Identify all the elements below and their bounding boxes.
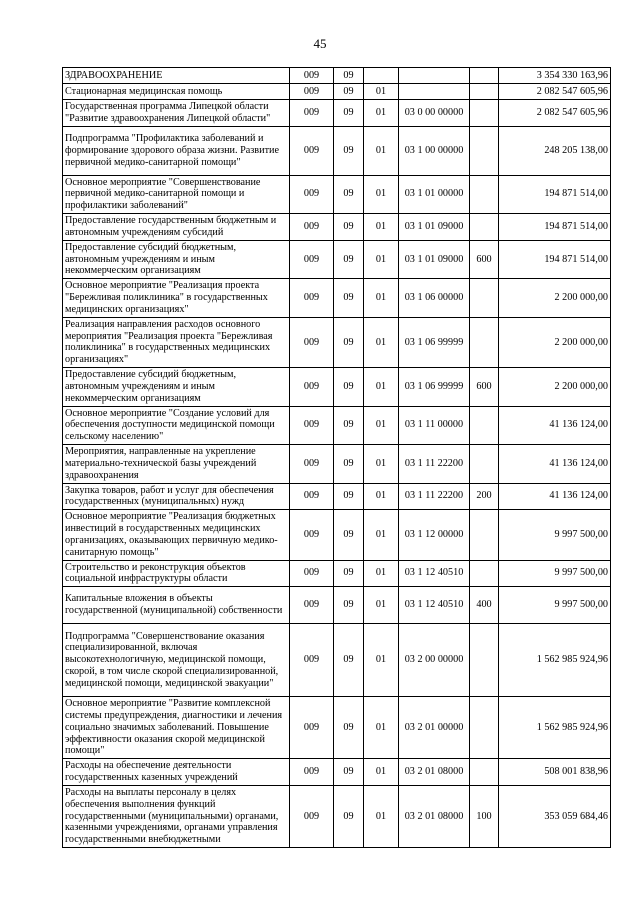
target-article-cell: 03 2 00 00000 xyxy=(399,624,470,697)
ministry-code-cell: 009 xyxy=(290,759,334,786)
target-article-cell: 03 1 06 99999 xyxy=(399,368,470,406)
subsection-code-cell: 01 xyxy=(364,279,399,317)
amount-cell: 1 562 985 924,96 xyxy=(499,624,611,697)
expense-type-cell xyxy=(470,560,499,587)
table-row xyxy=(63,126,611,175)
ministry-code-cell: 009 xyxy=(290,317,334,367)
row-name-cell: ЗДРАВООХРАНЕНИЕ xyxy=(63,68,290,84)
table-row xyxy=(63,587,611,624)
expense-type-cell xyxy=(470,100,499,127)
table-row xyxy=(63,68,611,84)
table-row xyxy=(63,510,611,560)
ministry-code-cell: 009 xyxy=(290,560,334,587)
table-row xyxy=(63,279,611,317)
row-name-cell: Государственная программа Липецкой области "Развитие здравоохранения Липецкой области" xyxy=(63,100,290,127)
target-article-cell: 03 1 12 40510 xyxy=(399,587,470,624)
table-row xyxy=(63,785,611,847)
target-article-cell: 03 2 01 08000 xyxy=(399,759,470,786)
amount-cell: 2 082 547 605,96 xyxy=(499,100,611,127)
subsection-code-cell: 01 xyxy=(364,368,399,406)
subsection-code-cell: 01 xyxy=(364,100,399,127)
row-name-cell: Основное мероприятие "Создание условий для обеспечения доступности медицинской помощи сельскому населению" xyxy=(63,406,290,444)
row-name-cell: Капитальные вложения в объекты государственной (муниципальной) собственности xyxy=(63,587,290,624)
subsection-code-cell: 01 xyxy=(364,126,399,175)
target-article-cell: 03 1 01 09000 xyxy=(399,240,470,278)
section-code-cell: 09 xyxy=(334,175,364,213)
subsection-code-cell: 01 xyxy=(364,587,399,624)
row-name-cell: Расходы на обеспечение деятельности государственных казенных учреждений xyxy=(63,759,290,786)
section-code-cell: 09 xyxy=(334,483,364,510)
section-code-cell: 09 xyxy=(334,68,364,84)
section-code-cell: 09 xyxy=(334,785,364,847)
subsection-code-cell: 01 xyxy=(364,624,399,697)
table-row xyxy=(63,560,611,587)
expense-type-cell xyxy=(470,759,499,786)
amount-cell: 41 136 124,00 xyxy=(499,406,611,444)
ministry-code-cell: 009 xyxy=(290,406,334,444)
amount-cell: 9 997 500,00 xyxy=(499,587,611,624)
table-row xyxy=(63,483,611,510)
ministry-code-cell: 009 xyxy=(290,624,334,697)
ministry-code-cell: 009 xyxy=(290,785,334,847)
table-row xyxy=(63,406,611,444)
table-row xyxy=(63,175,611,213)
amount-cell: 3 354 330 163,96 xyxy=(499,68,611,84)
budget-table xyxy=(62,67,611,848)
target-article-cell: 03 1 06 00000 xyxy=(399,279,470,317)
ministry-code-cell: 009 xyxy=(290,445,334,483)
amount-cell: 1 562 985 924,96 xyxy=(499,697,611,759)
subsection-code-cell: 01 xyxy=(364,214,399,241)
row-name-cell: Предоставление субсидий бюджетным, автономным учреждениям и иным некоммерческим организациям xyxy=(63,240,290,278)
expense-type-cell xyxy=(470,126,499,175)
target-article-cell: 03 1 11 22200 xyxy=(399,483,470,510)
expense-type-cell xyxy=(470,84,499,100)
subsection-code-cell: 01 xyxy=(364,759,399,786)
amount-cell: 194 871 514,00 xyxy=(499,240,611,278)
target-article-cell: 03 1 12 00000 xyxy=(399,510,470,560)
ministry-code-cell: 009 xyxy=(290,126,334,175)
subsection-code-cell: 01 xyxy=(364,84,399,100)
expense-type-cell xyxy=(470,406,499,444)
target-article-cell: 03 2 01 08000 xyxy=(399,785,470,847)
row-name-cell: Основное мероприятие "Реализация проекта "Бережливая поликлиника" в государственных медицинских организациях" xyxy=(63,279,290,317)
target-article-cell: 03 1 01 09000 xyxy=(399,214,470,241)
table-row xyxy=(63,445,611,483)
ministry-code-cell: 009 xyxy=(290,697,334,759)
row-name-cell: Мероприятия, направленные на укрепление материально-технической базы учреждений здравоохранения xyxy=(63,445,290,483)
row-name-cell: Расходы на выплаты персоналу в целях обеспечения выполнения функций государственными (муниципальными) органами, казенными учреждениями, органами управления государственными внебюджетными xyxy=(63,785,290,847)
amount-cell: 2 082 547 605,96 xyxy=(499,84,611,100)
expense-type-cell xyxy=(470,624,499,697)
section-code-cell: 09 xyxy=(334,279,364,317)
section-code-cell: 09 xyxy=(334,126,364,175)
section-code-cell: 09 xyxy=(334,560,364,587)
table-row xyxy=(63,624,611,697)
amount-cell: 2 200 000,00 xyxy=(499,279,611,317)
target-article-cell xyxy=(399,68,470,84)
subsection-code-cell: 01 xyxy=(364,240,399,278)
section-code-cell: 09 xyxy=(334,587,364,624)
ministry-code-cell: 009 xyxy=(290,587,334,624)
ministry-code-cell: 009 xyxy=(290,240,334,278)
amount-cell: 9 997 500,00 xyxy=(499,510,611,560)
expense-type-cell: 200 xyxy=(470,483,499,510)
expense-type-cell xyxy=(470,175,499,213)
ministry-code-cell: 009 xyxy=(290,68,334,84)
table-row xyxy=(63,214,611,241)
amount-cell: 41 136 124,00 xyxy=(499,445,611,483)
target-article-cell: 03 0 00 00000 xyxy=(399,100,470,127)
amount-cell: 353 059 684,46 xyxy=(499,785,611,847)
subsection-code-cell: 01 xyxy=(364,406,399,444)
section-code-cell: 09 xyxy=(334,624,364,697)
row-name-cell: Основное мероприятие "Реализация бюджетных инвестиций в государственных медицинских организациях, оказывающих первичную медико-санитарную помощь" xyxy=(63,510,290,560)
row-name-cell: Предоставление субсидий бюджетным, автономным учреждениям и иным некоммерческим организациям xyxy=(63,368,290,406)
amount-cell: 2 200 000,00 xyxy=(499,368,611,406)
section-code-cell: 09 xyxy=(334,406,364,444)
subsection-code-cell: 01 xyxy=(364,483,399,510)
row-name-cell: Реализация направления расходов основного мероприятия "Реализация проекта "Бережливая поликлиника" в государственных медицинских организациях" xyxy=(63,317,290,367)
expense-type-cell xyxy=(470,214,499,241)
subsection-code-cell: 01 xyxy=(364,445,399,483)
row-name-cell: Предоставление государственным бюджетным и автономным учреждениям субсидий xyxy=(63,214,290,241)
expense-type-cell: 600 xyxy=(470,240,499,278)
table-row xyxy=(63,317,611,367)
ministry-code-cell: 009 xyxy=(290,175,334,213)
subsection-code-cell xyxy=(364,68,399,84)
ministry-code-cell: 009 xyxy=(290,214,334,241)
expense-type-cell xyxy=(470,697,499,759)
section-code-cell: 09 xyxy=(334,759,364,786)
section-code-cell: 09 xyxy=(334,697,364,759)
expense-type-cell: 600 xyxy=(470,368,499,406)
target-article-cell xyxy=(399,84,470,100)
table-row xyxy=(63,759,611,786)
target-article-cell: 03 1 12 40510 xyxy=(399,560,470,587)
expense-type-cell xyxy=(470,68,499,84)
table-row xyxy=(63,240,611,278)
target-article-cell: 03 1 01 00000 xyxy=(399,175,470,213)
subsection-code-cell: 01 xyxy=(364,560,399,587)
expense-type-cell xyxy=(470,445,499,483)
subsection-code-cell: 01 xyxy=(364,785,399,847)
subsection-code-cell: 01 xyxy=(364,175,399,213)
amount-cell: 194 871 514,00 xyxy=(499,214,611,241)
ministry-code-cell: 009 xyxy=(290,483,334,510)
section-code-cell: 09 xyxy=(334,368,364,406)
subsection-code-cell: 01 xyxy=(364,697,399,759)
subsection-code-cell: 01 xyxy=(364,510,399,560)
budget-table-body xyxy=(63,68,611,848)
ministry-code-cell: 009 xyxy=(290,279,334,317)
section-code-cell: 09 xyxy=(334,240,364,278)
expense-type-cell xyxy=(470,279,499,317)
target-article-cell: 03 2 01 00000 xyxy=(399,697,470,759)
section-code-cell: 09 xyxy=(334,84,364,100)
expense-type-cell xyxy=(470,510,499,560)
subsection-code-cell: 01 xyxy=(364,317,399,367)
section-code-cell: 09 xyxy=(334,510,364,560)
section-code-cell: 09 xyxy=(334,317,364,367)
row-name-cell: Строительство и реконструкция объектов социальной инфраструктуры области xyxy=(63,560,290,587)
table-row xyxy=(63,100,611,127)
expense-type-cell xyxy=(470,317,499,367)
row-name-cell: Подпрограмма "Совершенствование оказания специализированной, включая высокотехнологичную, медицинской помощи, скорой, в том числе скорой специализированной, медицинской помощи, медицинской эвакуации" xyxy=(63,624,290,697)
expense-type-cell: 100 xyxy=(470,785,499,847)
target-article-cell: 03 1 11 00000 xyxy=(399,406,470,444)
row-name-cell: Закупка товаров, работ и услуг для обеспечения государственных (муниципальных) нужд xyxy=(63,483,290,510)
target-article-cell: 03 1 06 99999 xyxy=(399,317,470,367)
row-name-cell: Стационарная медицинская помощь xyxy=(63,84,290,100)
table-row xyxy=(63,697,611,759)
target-article-cell: 03 1 11 22200 xyxy=(399,445,470,483)
ministry-code-cell: 009 xyxy=(290,100,334,127)
row-name-cell: Основное мероприятие "Совершенствование первичной медико-санитарной помощи и профилактики заболеваний" xyxy=(63,175,290,213)
section-code-cell: 09 xyxy=(334,100,364,127)
amount-cell: 248 205 138,00 xyxy=(499,126,611,175)
amount-cell: 41 136 124,00 xyxy=(499,483,611,510)
amount-cell: 2 200 000,00 xyxy=(499,317,611,367)
amount-cell: 194 871 514,00 xyxy=(499,175,611,213)
section-code-cell: 09 xyxy=(334,214,364,241)
table-row xyxy=(63,84,611,100)
row-name-cell: Основное мероприятие "Развитие комплексной системы предупреждения, диагностики и лечения социально значимых заболеваний. Повышение эффективности оказания скорой медицинской помощи" xyxy=(63,697,290,759)
page-number: 45 xyxy=(313,36,327,51)
target-article-cell: 03 1 00 00000 xyxy=(399,126,470,175)
row-name-cell: Подпрограмма "Профилактика заболеваний и формирование здорового образа жизни. Развитие первичной медико-санитарной помощи" xyxy=(63,126,290,175)
ministry-code-cell: 009 xyxy=(290,368,334,406)
amount-cell: 9 997 500,00 xyxy=(499,560,611,587)
expense-type-cell: 400 xyxy=(470,587,499,624)
section-code-cell: 09 xyxy=(334,445,364,483)
table-row xyxy=(63,368,611,406)
ministry-code-cell: 009 xyxy=(290,510,334,560)
amount-cell: 508 001 838,96 xyxy=(499,759,611,786)
ministry-code-cell: 009 xyxy=(290,84,334,100)
